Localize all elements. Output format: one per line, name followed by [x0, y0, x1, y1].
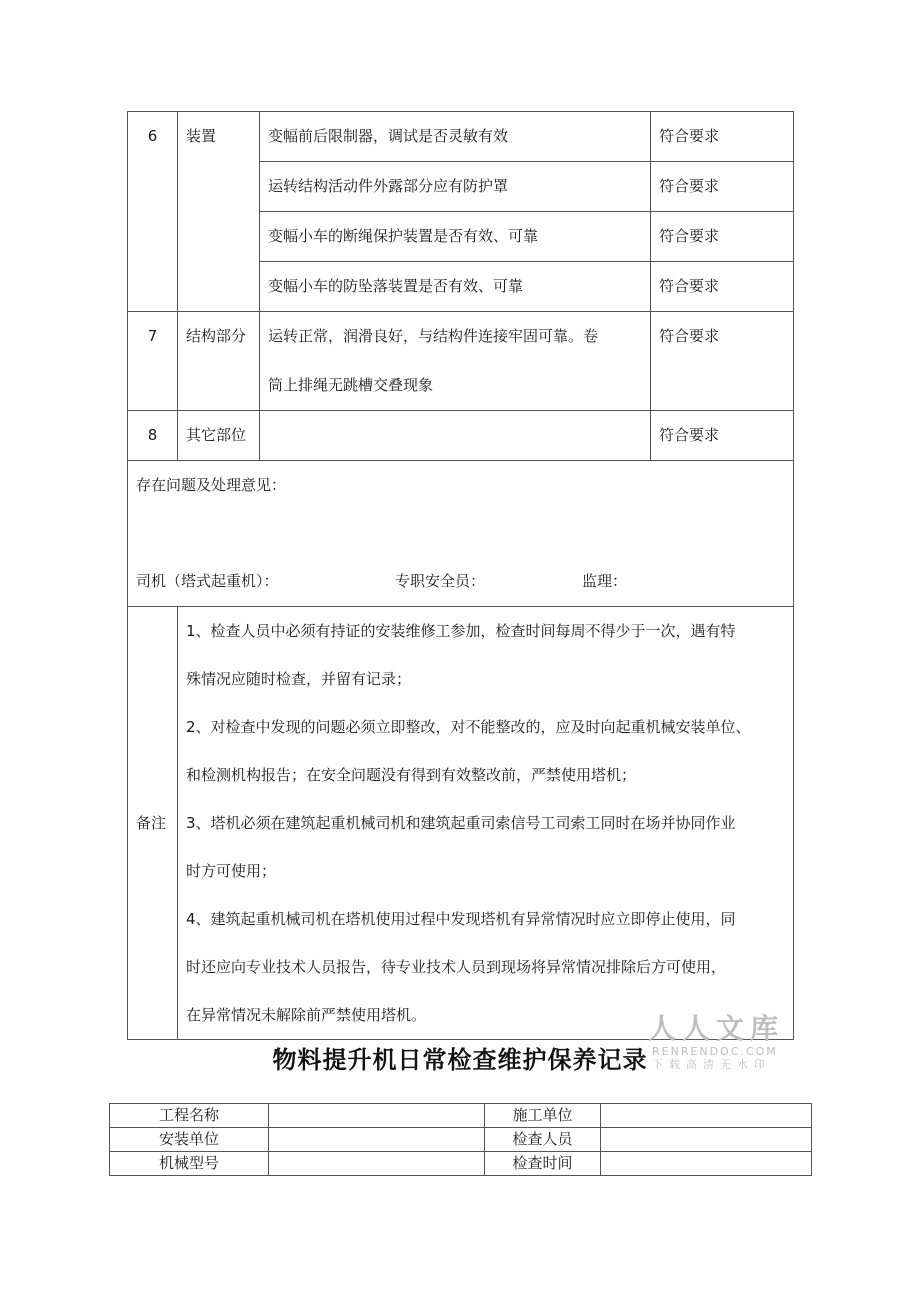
field-label: 施工单位	[485, 1104, 601, 1128]
table-row	[128, 312, 794, 411]
notes-label: 备注	[128, 607, 178, 1040]
note-line: 2、对检查中发现的问题必须立即整改，对不能整改的，应及时向起重机械安装单位、	[186, 718, 751, 736]
field-label: 安装单位	[110, 1128, 269, 1152]
supervisor-signature-label: 监理：	[582, 572, 628, 590]
notes-cell	[178, 607, 794, 1040]
note-line: 殊情况应随时检查，并留有记录；	[186, 670, 412, 688]
watermark-sub: 下载高清无水印	[652, 1058, 771, 1071]
watermark-logo	[648, 1013, 784, 1072]
inspection-table	[127, 111, 794, 1040]
safety-officer-signature-label: 专职安全员：	[395, 572, 486, 590]
table-row	[110, 1128, 812, 1152]
check-content: 变幅前后限制器，调试是否灵敏有效	[260, 112, 651, 162]
check-result: 符合要求	[651, 162, 794, 212]
section-title: 物料提升机日常检查维护保养记录	[272, 1046, 648, 1074]
issues-row	[128, 461, 794, 607]
check-content-line: 运转正常，润滑良好，与结构件连接牢固可靠。卷	[268, 327, 599, 345]
equipment-info-table	[109, 1103, 812, 1176]
note-line: 和检测机构报告；在安全问题没有得到有效整改前，严禁使用塔机；	[186, 766, 637, 784]
field-value	[269, 1152, 485, 1176]
watermark-main: 人人文库	[648, 1012, 785, 1045]
watermark-url: RENRENDOC.COM	[652, 1045, 778, 1058]
check-content-line: 筒上排绳无跳槽交叠现象	[268, 376, 434, 394]
row-number: 7	[128, 312, 178, 411]
field-label: 检查时间	[485, 1152, 601, 1176]
note-line: 时还应向专业技术人员报告，待专业技术人员到现场将异常情况排除后方可使用，	[186, 958, 727, 976]
field-value	[269, 1128, 485, 1152]
part-name: 装置	[178, 112, 260, 312]
check-result: 符合要求	[651, 112, 794, 162]
note-line: 时方可使用；	[186, 862, 277, 880]
field-value	[601, 1152, 812, 1176]
table-row	[110, 1104, 812, 1128]
notes-row	[128, 607, 794, 1040]
issues-cell	[128, 461, 794, 607]
signature-row	[136, 557, 785, 605]
check-result: 符合要求	[651, 411, 794, 461]
check-result: 符合要求	[651, 312, 794, 411]
note-line: 3、塔机必须在建筑起重机械司机和建筑起重司索信号工司索工同时在场并协同作业	[186, 814, 736, 832]
issues-label: 存在问题及处理意见：	[136, 476, 287, 494]
check-result: 符合要求	[651, 262, 794, 312]
table-row	[128, 411, 794, 461]
issues-blank	[136, 510, 785, 557]
row-number: 8	[128, 411, 178, 461]
field-label: 检查人员	[485, 1128, 601, 1152]
field-label: 机械型号	[110, 1152, 269, 1176]
check-content	[260, 312, 651, 411]
field-value	[269, 1104, 485, 1128]
check-content: 变幅小车的防坠落装置是否有效、可靠	[260, 262, 651, 312]
note-line: 在异常情况未解除前严禁使用塔机。	[186, 1006, 427, 1024]
part-name: 其它部位	[178, 411, 260, 461]
note-line: 4、建筑起重机械司机在塔机使用过程中发现塔机有异常情况时应立即停止使用，同	[186, 910, 736, 928]
check-content: 变幅小车的断绳保护装置是否有效、可靠	[260, 212, 651, 262]
table-row	[110, 1152, 812, 1176]
field-label: 工程名称	[110, 1104, 269, 1128]
driver-signature-label: 司机（塔式起重机）：	[136, 572, 279, 590]
row-number: 6	[128, 112, 178, 312]
field-value	[601, 1104, 812, 1128]
part-name: 结构部分	[178, 312, 260, 411]
table-row	[128, 112, 794, 162]
check-content	[260, 411, 651, 461]
field-value	[601, 1128, 812, 1152]
note-line: 1、检查人员中必须有持证的安装维修工参加，检查时间每周不得少于一次，遇有特	[186, 622, 736, 640]
check-content: 运转结构活动件外露部分应有防护罩	[260, 162, 651, 212]
check-result: 符合要求	[651, 212, 794, 262]
